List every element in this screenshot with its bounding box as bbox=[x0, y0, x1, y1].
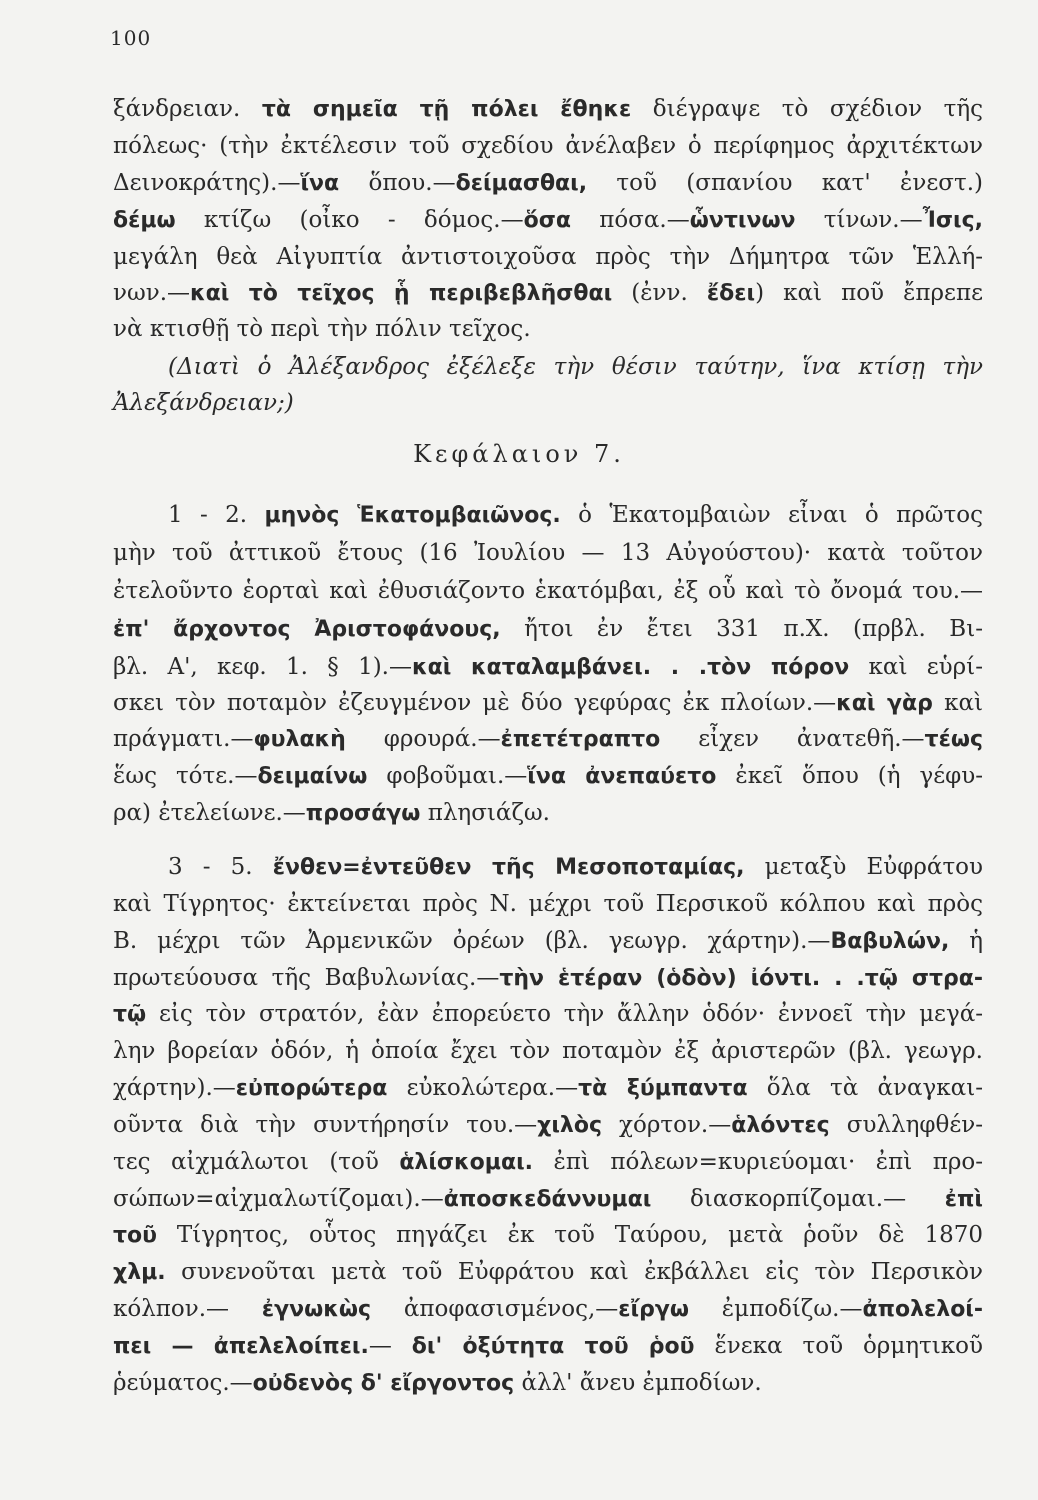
text-line bbox=[113, 997, 983, 1032]
text-run: ῥεύματος.— bbox=[113, 1370, 253, 1396]
bold-term: τὴν ἑτέραν (ὁδὸν) ἰόντι. . .τῷ στρα- bbox=[499, 966, 983, 991]
text-line bbox=[113, 1108, 983, 1143]
text-run: ἐκεῖ ὅπου (ἡ γέφυ- bbox=[716, 763, 984, 789]
text-run: κτίζω (οἶκο - δόμος.— bbox=[175, 207, 524, 233]
text-run: πλησιάζω. bbox=[420, 800, 550, 826]
text-line bbox=[113, 276, 983, 311]
text-run: 3 - 5. bbox=[168, 854, 273, 880]
italic-text: Ἀλεξάνδρειαν;) bbox=[113, 390, 294, 416]
bold-term: δείμασθαι, bbox=[455, 171, 588, 196]
text-line bbox=[113, 887, 983, 921]
bold-term: Βαβυλών, bbox=[830, 929, 950, 954]
text-run: ἐπὶ πόλεων=κυριεύομαι· ἐπὶ προ- bbox=[533, 1149, 983, 1175]
text-line bbox=[113, 924, 983, 959]
bold-term: ἁλόντες bbox=[731, 1113, 830, 1138]
text-run: νὰ κτισθῇ τὸ περὶ τὴν πόλιν τεῖχος. bbox=[113, 316, 531, 342]
text-run: διέγραψε τὸ σχέδιον τῆς bbox=[631, 96, 983, 122]
text-run: συνενοῦται μετὰ τοῦ Εὐφράτου καὶ ἐκβάλλει εἰς τὸν Περσικὸν bbox=[165, 1259, 983, 1285]
text-line bbox=[113, 1145, 983, 1180]
text-run: ρα) ἐτελείωνε.— bbox=[113, 800, 306, 826]
text-run: σώπων=αἰχμαλωτίζομαι).— bbox=[113, 1186, 444, 1212]
text-run: ἀλλ' ἄνευ ἐμποδίων. bbox=[514, 1370, 762, 1396]
text-run: νων.— bbox=[113, 280, 191, 306]
text-line bbox=[113, 1329, 983, 1364]
text-run: πράγματι.— bbox=[113, 726, 254, 752]
text-line bbox=[168, 498, 983, 533]
bold-term: προσάγω bbox=[305, 801, 421, 826]
bold-term: χιλὸς bbox=[537, 1113, 603, 1138]
text-run: τες αἰχμάλωτοι (τοῦ bbox=[113, 1149, 400, 1175]
text-line bbox=[168, 350, 983, 384]
text-line bbox=[113, 1292, 983, 1327]
text-run: (ἐνν. bbox=[612, 280, 707, 306]
text-line bbox=[113, 166, 983, 201]
text-line bbox=[113, 759, 983, 794]
text-run: φρουρά.— bbox=[345, 726, 501, 752]
text-line bbox=[168, 850, 983, 885]
bold-term: μηνὸς Ἑκατομβαιῶνος. bbox=[264, 503, 561, 528]
text-run: πόσα.— bbox=[570, 207, 690, 233]
text-run: μὴν τοῦ ἀττικοῦ ἔτους (16 Ἰουλίου — 13 Αὐγούστου)· κατὰ τοῦτον bbox=[113, 540, 983, 566]
text-run: καὶ Τίγρητος· ἐκτείνεται πρὸς Ν. μέχρι τοῦ Περσικοῦ κόλπου καὶ πρὸς bbox=[113, 891, 983, 917]
text-run: χάρτην).— bbox=[113, 1075, 236, 1101]
text-run: Κεφάλαιον 7. bbox=[413, 440, 625, 468]
text-line bbox=[113, 686, 983, 721]
page-number: 100 bbox=[110, 26, 152, 50]
text-run: πόλεως· (τὴν ἐκτέλεσιν τοῦ σχεδίου ἀνέλαβεν ὁ περίφημος ἀρχιτέκτων bbox=[113, 133, 983, 159]
text-run: ἕως τότε.— bbox=[113, 763, 258, 789]
bold-term: τοῦ bbox=[113, 1223, 158, 1248]
bold-term: ὅσα bbox=[523, 208, 571, 233]
text-line bbox=[113, 1366, 983, 1401]
text-run: ἐμποδίζω.— bbox=[688, 1296, 863, 1322]
text-run: ἐτελοῦντο ἑορταὶ καὶ ἐθυσιάζοντο ἑκατόμβαι, ἐξ οὗ καὶ τὸ ὄνομά του.— bbox=[113, 578, 983, 604]
text-run: — bbox=[368, 1333, 412, 1359]
text-run: εἰς τὸν στρατόν, ἐὰν ἐπορεύετο τὴν ἄλλην ὁδόν· ἐννοεῖ τὴν μεγά- bbox=[146, 1001, 983, 1027]
text-run: 1 - 2. bbox=[168, 502, 265, 528]
text-run: ἤτοι ἐν ἔτει 331 π.Χ. (πρβλ. Βι- bbox=[500, 616, 983, 642]
bold-term: ἐπὶ bbox=[944, 1187, 983, 1212]
bold-term: ὧντινων bbox=[689, 208, 796, 233]
text-line bbox=[113, 1182, 983, 1217]
bold-term: τὰ ξύμπαντα bbox=[578, 1076, 748, 1101]
text-run: μεγάλη θεὰ Αἰγυπτία ἀντιστοιχοῦσα πρὸς τὴν Δήμητρα τῶν Ἑλλή- bbox=[113, 244, 983, 270]
text-line bbox=[113, 203, 983, 238]
text-run: ὅπου.— bbox=[339, 170, 456, 196]
text-line bbox=[113, 1034, 983, 1068]
text-line bbox=[113, 129, 983, 163]
text-run: Τίγρητος, οὗτος πηγάζει ἐκ τοῦ Ταύρου, μετὰ ῥοῦν δὲ 1870 bbox=[157, 1222, 983, 1248]
text-run: ) καὶ ποῦ ἔπρεπε bbox=[755, 280, 983, 306]
text-line bbox=[113, 961, 983, 996]
text-run: εἶχεν ἀνατεθῆ.— bbox=[660, 726, 925, 752]
text-run: καὶ bbox=[932, 690, 983, 716]
text-run: κόλπον.— bbox=[113, 1296, 262, 1322]
bold-term: ἀπολελοί- bbox=[862, 1297, 984, 1322]
bold-term: ἔνθεν=ἐντεῦθεν τῆς Μεσοποταμίας, bbox=[272, 855, 745, 880]
bold-term: ἐγνωκὼς bbox=[261, 1297, 372, 1322]
bold-term: τὰ σημεῖα τῇ πόλει ἔθηκε bbox=[261, 97, 632, 122]
bold-term: ἐπ' ἄρχοντος Ἀριστοφάνους, bbox=[113, 617, 501, 642]
text-run: ὅλα τὰ ἀναγκαι- bbox=[747, 1075, 983, 1101]
bold-term: ἔδει bbox=[706, 281, 756, 306]
bold-term: δέμω bbox=[113, 208, 176, 233]
text-run: τοῦ (σπανίου κατ' ἐνεστ.) bbox=[587, 170, 983, 196]
text-run: διασκορπίζομαι.— bbox=[651, 1186, 945, 1212]
text-line bbox=[113, 650, 983, 685]
text-run: ἀποφασισμένος,— bbox=[371, 1296, 619, 1322]
text-line bbox=[113, 386, 983, 420]
text-run: Β. μέχρι τῶν Ἀρμενικῶν ὀρέων (βλ. γεωγρ. χάρτην).— bbox=[113, 928, 831, 954]
text-line bbox=[113, 1218, 983, 1253]
bold-term: δειμαίνω bbox=[257, 764, 368, 789]
text-run: τίνων.— bbox=[795, 207, 923, 233]
chapter-heading bbox=[0, 437, 1038, 471]
bold-term: ἐπετέτραπτο bbox=[500, 727, 661, 752]
text-run: φοβοῦμαι.— bbox=[367, 763, 528, 789]
bold-term: πει — ἀπελελοίπει. bbox=[113, 1334, 369, 1359]
text-line bbox=[113, 1255, 983, 1290]
bold-term: καὶ γὰρ bbox=[836, 691, 933, 716]
text-run: συλληφθέν- bbox=[829, 1112, 983, 1138]
text-run: Δεινοκράτης).— bbox=[113, 170, 301, 196]
italic-text: (Διατὶ ὁ Ἀλέξανδρος ἐξέλεξε τὴν θέσιν ταύτην, ἵνα κτίσῃ τὴν bbox=[168, 354, 983, 380]
bold-term: Ἶσις, bbox=[922, 208, 983, 233]
bold-term: χλμ. bbox=[113, 1260, 166, 1285]
text-line bbox=[113, 1071, 983, 1106]
text-run: πρωτεύουσα τῆς Βαβυλωνίας.— bbox=[113, 965, 500, 991]
text-run: ἕνεκα τοῦ ὁρμητικοῦ bbox=[694, 1333, 983, 1359]
text-run: λην βορείαν ὁδόν, ἡ ὁποία ἔχει τὸν ποταμὸν ἐξ ἀριστερῶν (βλ. γεωγρ. bbox=[113, 1038, 983, 1064]
bold-term: οὐδενὸς δ' εἴργοντος bbox=[252, 1371, 515, 1396]
text-run: ξάνδρειαν. bbox=[113, 96, 262, 122]
text-line bbox=[113, 312, 983, 346]
bold-term: ἁλίσκομαι. bbox=[399, 1150, 534, 1175]
bold-term: καὶ τὸ τεῖχος ᾗ περιβεβλῆσθαι bbox=[190, 281, 613, 306]
bold-term: δι' ὀξύτητα τοῦ ῥοῦ bbox=[411, 1334, 695, 1359]
text-run: βλ. Α', κεφ. 1. § 1).— bbox=[113, 654, 412, 680]
text-line bbox=[113, 574, 983, 608]
bold-term: τέως bbox=[924, 727, 983, 752]
text-line bbox=[113, 92, 983, 127]
text-line bbox=[113, 612, 983, 647]
text-run: μεταξὺ Εὐφράτου bbox=[744, 854, 984, 880]
bold-term: καὶ καταλαμβάνει. . .τὸν πόρον bbox=[411, 655, 850, 680]
text-line bbox=[113, 722, 983, 757]
bold-term: τῷ bbox=[113, 1002, 147, 1027]
text-line bbox=[113, 796, 983, 831]
text-run: οῦντα διὰ τὴν συντήρησίν του.— bbox=[113, 1112, 538, 1138]
bold-term: ἵνα ἀνεπαύετο bbox=[527, 764, 717, 789]
text-line bbox=[113, 536, 983, 570]
text-run: καὶ εὑρί- bbox=[849, 654, 983, 680]
bold-term: εὐπορώτερα bbox=[235, 1076, 388, 1101]
text-line bbox=[113, 240, 983, 274]
bold-term: ἀποσκεδάννυμαι bbox=[443, 1187, 652, 1212]
text-run: σκει τὸν ποταμὸν ἐζευγμένον μὲ δύο γεφύρας ἐκ πλοίων.— bbox=[113, 690, 837, 716]
text-run: χόρτον.— bbox=[602, 1112, 732, 1138]
text-run: εὐκολώτερα.— bbox=[387, 1075, 579, 1101]
text-run: ἡ bbox=[949, 928, 984, 954]
bold-term: φυλακὴ bbox=[253, 727, 346, 752]
bold-term: ἵνα bbox=[300, 171, 340, 196]
text-run: ὁ Ἑκατομβαιὼν εἶναι ὁ πρῶτος bbox=[560, 502, 983, 528]
bold-term: εἴργω bbox=[618, 1297, 689, 1322]
